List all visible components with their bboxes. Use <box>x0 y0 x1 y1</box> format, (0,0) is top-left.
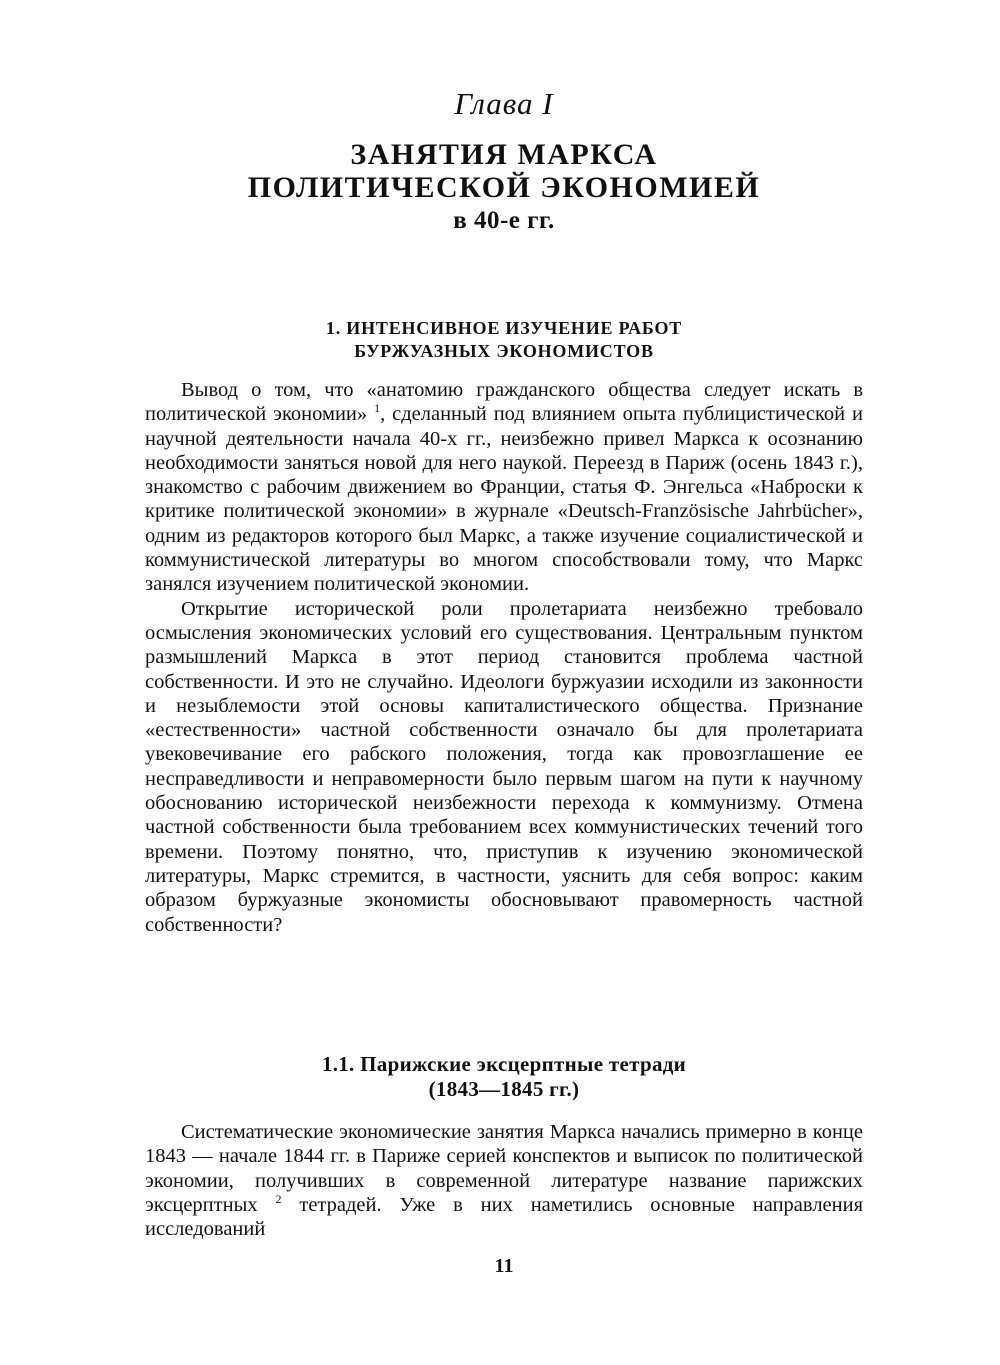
subsection-title <box>145 1052 863 1102</box>
section-title-line-2: БУРЖУАЗНЫХ ЭКОНОМИСТОВ <box>354 341 654 361</box>
chapter-title-line-2: ПОЛИТИЧЕСКОЙ ЭКОНОМИЕЙ <box>247 171 761 204</box>
paragraph-text: Вывод о том, что «анатомию гражданского общества следует искать в политической экономии» <box>145 379 863 426</box>
footnote-ref: 2 <box>275 1192 282 1207</box>
paragraph-text: , сделанный под влиянием опыта публицистической и научной деятельности начала 40-х гг., неизбежно привел Маркса к осознанию необходимости заняться новой для него наукой. Переезд в Париж (осень 1843 г.), знакомство с рабочим движением во Франции, статья Ф. Энгельса «Наброски к критике политической экономии» в журнале «Deutsch-Französische Jahrbücher», одним из редакторов которого был Маркс, а также изучение социалистической и коммунистической литературы во многом способствовали тому, что Маркс занялся изучением политической экономии. <box>145 403 864 596</box>
subsection-title-line-2: (1843—1845 гг.) <box>428 1077 580 1101</box>
section-body <box>145 378 863 937</box>
document-page <box>145 0 863 1365</box>
section-title <box>145 317 863 363</box>
chapter-title-line-3: в 40-е гг. <box>453 207 555 234</box>
paragraph <box>145 1120 863 1241</box>
chapter-label: Глава I <box>454 86 554 121</box>
chapter-title <box>145 138 863 237</box>
subsection-title-line-1: 1.1. Парижские эксцерптные тетради <box>321 1052 687 1076</box>
paragraph <box>145 378 863 597</box>
paragraph-text: Систематические экономические занятия Маркса начались примерно в конце 1843 — начале 1844 гг. в Париже серией конспектов и выписок по политической экономии, получивших в современной литературе название парижских эксцерптных <box>145 1121 863 1216</box>
paragraph-text: тетрадей. Уже в них наметились основные направления исследований <box>145 1193 864 1241</box>
footnote-ref: 1 <box>374 401 381 416</box>
paragraph: Открытие исторической роли пролетариата неизбежно требовало осмысления экономических условий его существования. Центральным пунктом размышлений Маркса в этот период становится проблема частной собственности. И это не случайно. Идеологи буржуазии исходили из законности и незыблемости этой основы капиталистического общества. Признание «естественности» частной собственности означало бы для пролетариата увековечивание его рабского положения, тогда как провозглашение ее несправедливости и неправомерности было первым шагом на пути к научному обоснованию исторической неизбежности перехода к коммунизму. Отмена частной собственности была требованием всех коммунистических течений того времени. Поэтому понятно, что, приступив к изучению экономической литературы, Маркс стремится, в частности, уяснить для себя вопрос: каким образом буржуазные экономисты обосновывают правомерность частной собственности? <box>145 597 863 936</box>
section-title-line-1: 1. ИНТЕНСИВНОЕ ИЗУЧЕНИЕ РАБОТ <box>325 318 683 338</box>
chapter-title-line-1: ЗАНЯТИЯ МАРКСА <box>350 138 658 171</box>
subsection-body <box>145 1120 863 1241</box>
page-number: 11 <box>494 1255 514 1277</box>
